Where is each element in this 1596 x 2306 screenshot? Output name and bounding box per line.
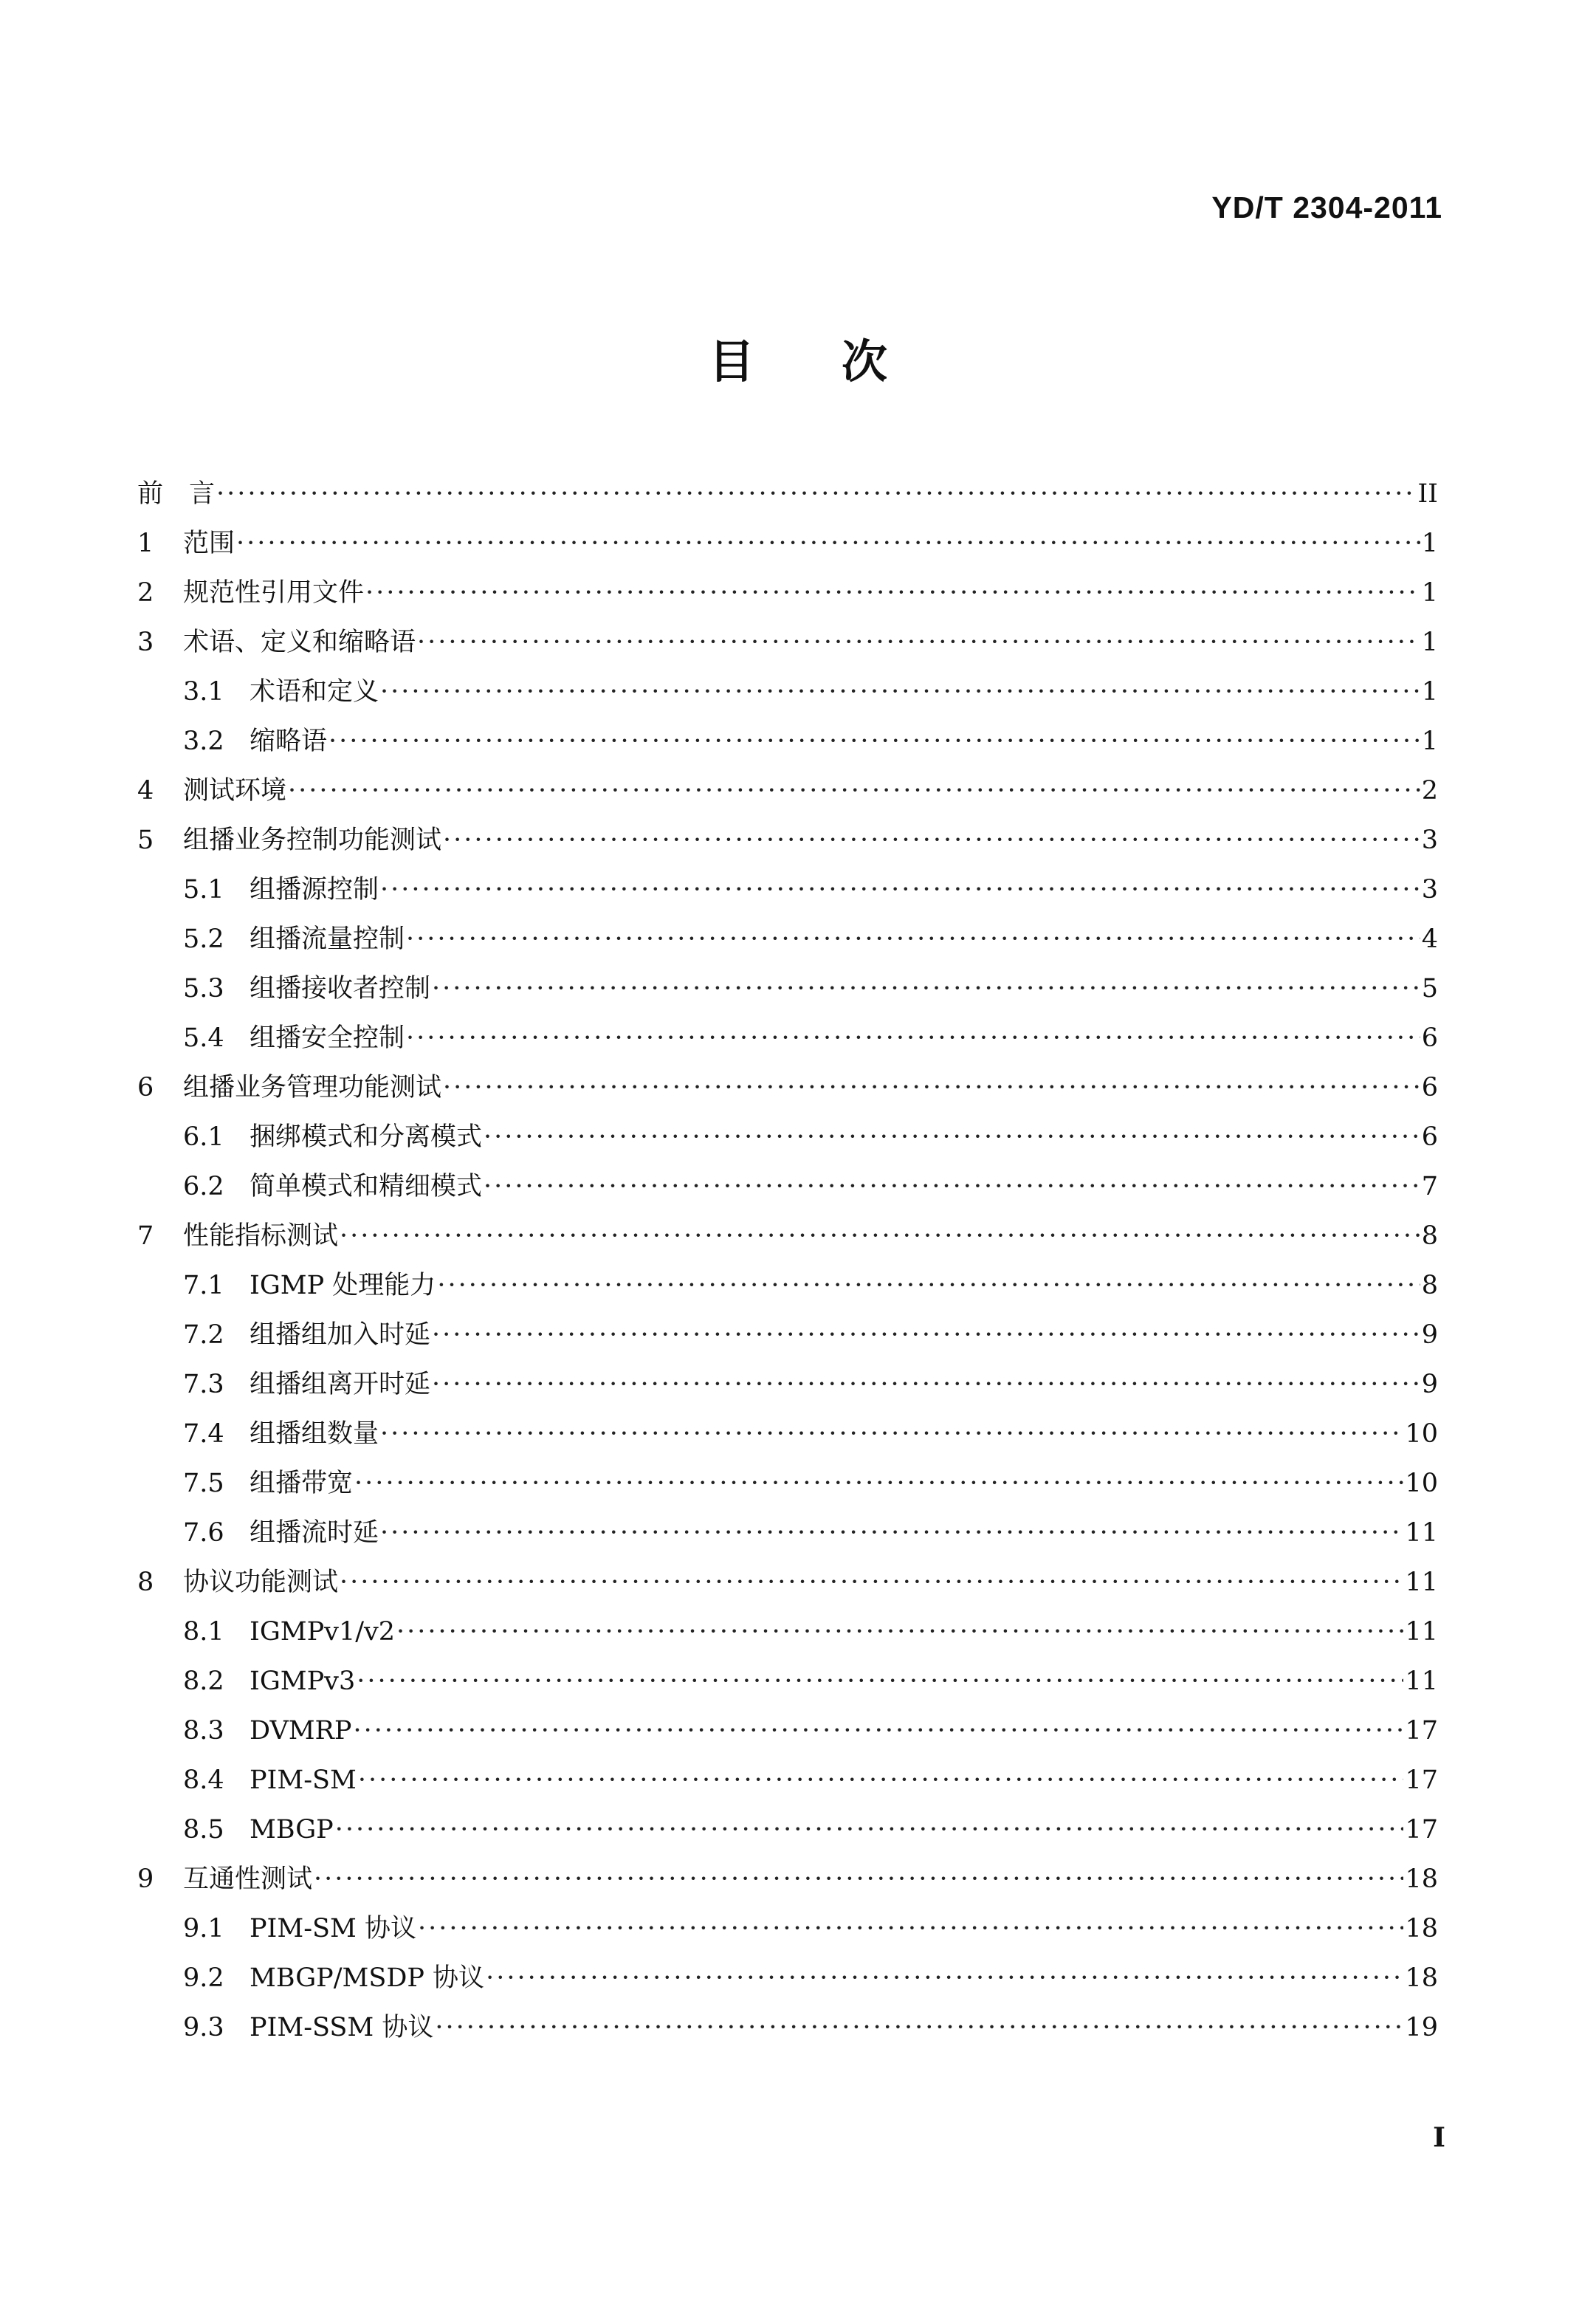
- toc-dot-leader: [335, 1805, 1404, 1855]
- toc-entry-title: 组播带宽: [250, 1469, 354, 1498]
- toc-entry-title: 规范性引用文件: [183, 578, 365, 608]
- toc-entry-page: 17: [1405, 1716, 1438, 1746]
- toc-entry-number: 5.2: [183, 924, 224, 954]
- toc-entry[interactable]: [137, 1756, 1438, 1805]
- toc-dot-leader: [432, 1311, 1420, 1360]
- toc-entry[interactable]: [137, 915, 1438, 964]
- page-number: I: [1433, 2122, 1445, 2153]
- toc-entry-title: IGMPv3: [250, 1667, 356, 1696]
- toc-entry-title: 组播流量控制: [250, 924, 405, 954]
- toc-entry-page: 3: [1421, 826, 1438, 855]
- toc-dot-leader: [418, 1904, 1403, 1954]
- toc-entry[interactable]: [137, 569, 1438, 618]
- toc-dot-leader: [236, 519, 1420, 569]
- toc-entry[interactable]: [137, 766, 1438, 816]
- toc-dot-leader: [358, 1756, 1404, 1805]
- toc-entry-title: IGMP 处理能力: [250, 1271, 436, 1300]
- table-of-contents: [137, 470, 1438, 2053]
- toc-entry[interactable]: [137, 2003, 1438, 2053]
- toc-entry-number: 8.4: [183, 1765, 224, 1795]
- toc-entry-number: 5.4: [183, 1023, 224, 1053]
- toc-dot-leader: [340, 1558, 1403, 1607]
- toc-dot-leader: [396, 1607, 1403, 1657]
- toc-entry-number: 8: [137, 1568, 154, 1597]
- toc-entry-number: 1: [137, 529, 154, 558]
- toc-entry[interactable]: [137, 1855, 1438, 1904]
- toc-entry-number: 5: [137, 826, 154, 855]
- toc-entry-page: 11: [1405, 1518, 1438, 1548]
- toc-entry-page: 1: [1421, 727, 1438, 756]
- toc-entry[interactable]: [137, 1706, 1438, 1756]
- page-title: 目次: [708, 334, 974, 388]
- toc-entry[interactable]: [137, 618, 1438, 668]
- toc-entry-number: 9.1: [183, 1914, 224, 1943]
- toc-entry[interactable]: [137, 1607, 1438, 1657]
- toc-entry-title: 简单模式和精细模式: [250, 1172, 483, 1201]
- toc-entry-number: 7.2: [183, 1320, 224, 1350]
- toc-entry-title: DVMRP: [250, 1716, 352, 1746]
- toc-entry[interactable]: [137, 1954, 1438, 2003]
- toc-entry-page: II: [1417, 479, 1438, 509]
- toc-entry-title: 捆绑模式和分离模式: [250, 1122, 483, 1152]
- toc-entry-page: 6: [1421, 1122, 1438, 1152]
- toc-dot-leader: [443, 1063, 1420, 1113]
- toc-entry-page: 18: [1405, 1864, 1438, 1894]
- toc-entry-title: 术语、定义和缩略语: [183, 628, 416, 657]
- toc-entry[interactable]: [137, 1410, 1438, 1459]
- toc-entry-number: 8.5: [183, 1815, 224, 1845]
- toc-entry-page: 9: [1421, 1320, 1438, 1350]
- toc-entry[interactable]: [137, 1311, 1438, 1360]
- toc-entry-page: 2: [1421, 776, 1438, 806]
- toc-dot-leader: [432, 1360, 1420, 1410]
- toc-dot-leader: [484, 1162, 1420, 1212]
- toc-entry-title: 组播流时延: [250, 1518, 379, 1548]
- toc-entry-page: 8: [1421, 1271, 1438, 1300]
- toc-entry[interactable]: [137, 717, 1438, 766]
- toc-entry-number: 9.3: [183, 2013, 224, 2042]
- toc-entry-page: 6: [1421, 1023, 1438, 1053]
- toc-entry[interactable]: [137, 1360, 1438, 1410]
- toc-dot-leader: [380, 1410, 1403, 1459]
- toc-entry-page: 19: [1405, 2013, 1438, 2042]
- toc-entry-title: 组播安全控制: [250, 1023, 405, 1053]
- toc-entry-page: 18: [1405, 1914, 1438, 1943]
- toc-entry[interactable]: [137, 1063, 1438, 1113]
- toc-entry-number: 7: [137, 1221, 154, 1251]
- toc-entry[interactable]: [137, 865, 1438, 915]
- toc-entry-title: 组播源控制: [250, 875, 379, 905]
- toc-entry-page: 1: [1421, 677, 1438, 707]
- toc-entry[interactable]: [137, 519, 1438, 569]
- toc-dot-leader: [380, 668, 1420, 717]
- toc-dot-leader: [406, 915, 1420, 964]
- toc-entry-title: 组播组离开时延: [250, 1370, 431, 1399]
- toc-entry-number: 7.4: [183, 1419, 224, 1449]
- toc-entry-title: 互通性测试: [183, 1864, 313, 1894]
- toc-entry-number: 6.1: [183, 1122, 224, 1152]
- toc-entry[interactable]: [137, 1558, 1438, 1607]
- toc-entry-number: 7.6: [183, 1518, 224, 1548]
- toc-entry-title: 组播业务管理功能测试: [183, 1073, 442, 1102]
- toc-dot-leader: [288, 766, 1420, 816]
- toc-entry-title: 协议功能测试: [183, 1568, 339, 1597]
- toc-entry-page: 11: [1405, 1667, 1438, 1696]
- toc-entry-number: 3.1: [183, 677, 224, 707]
- toc-entry-page: 5: [1421, 974, 1438, 1003]
- toc-dot-leader: [353, 1706, 1403, 1756]
- toc-entry-number: 8.2: [183, 1667, 224, 1696]
- toc-entry-page: 10: [1405, 1419, 1438, 1449]
- toc-entry-title: 组播组数量: [250, 1419, 379, 1449]
- toc-dot-leader: [484, 1113, 1420, 1162]
- toc-dot-leader: [406, 1014, 1420, 1063]
- toc-entry-number: 9: [137, 1864, 154, 1894]
- toc-entry-page: 1: [1421, 628, 1438, 657]
- toc-entry-number: 6.2: [183, 1172, 224, 1201]
- toc-dot-leader: [340, 1212, 1420, 1261]
- toc-dot-leader: [417, 618, 1420, 668]
- toc-entry-page: 6: [1421, 1073, 1438, 1102]
- toc-entry-title: 组播组加入时延: [250, 1320, 431, 1350]
- toc-entry-number: 5.3: [183, 974, 224, 1003]
- toc-entry-number: 8.3: [183, 1716, 224, 1746]
- toc-entry-page: 17: [1405, 1765, 1438, 1795]
- standard-number: YD/T 2304-2011: [1211, 191, 1442, 224]
- toc-entry[interactable]: [137, 470, 1438, 519]
- toc-entry[interactable]: [137, 1459, 1438, 1509]
- toc-entry-title: PIM-SM 协议: [250, 1914, 416, 1943]
- toc-entry-title: MBGP: [250, 1815, 334, 1845]
- toc-entry-page: 11: [1405, 1568, 1438, 1597]
- toc-entry-number: 2: [137, 578, 154, 608]
- toc-entry[interactable]: [137, 1904, 1438, 1954]
- toc-entry-number: 7.5: [183, 1469, 224, 1498]
- toc-entry-title: PIM-SSM 协议: [250, 2013, 434, 2042]
- toc-entry-title: MBGP/MSDP 协议: [250, 1963, 485, 1993]
- toc-entry-page: 1: [1421, 529, 1438, 558]
- toc-dot-leader: [216, 470, 1416, 519]
- toc-entry-page: 1: [1421, 578, 1438, 608]
- toc-dot-leader: [354, 1459, 1403, 1509]
- toc-dot-leader: [357, 1657, 1403, 1706]
- toc-entry-number: 7.1: [183, 1271, 224, 1300]
- toc-entry[interactable]: [137, 1509, 1438, 1558]
- toc-entry-title: 性能指标测试: [183, 1221, 339, 1251]
- toc-dot-leader: [329, 717, 1420, 766]
- toc-entry-page: 9: [1421, 1370, 1438, 1399]
- toc-dot-leader: [380, 1509, 1403, 1558]
- toc-entry-number: 4: [137, 776, 154, 806]
- toc-entry[interactable]: [137, 1805, 1438, 1855]
- toc-entry-title: 前 言: [137, 479, 216, 509]
- toc-entry-page: 17: [1405, 1815, 1438, 1845]
- toc-dot-leader: [365, 569, 1420, 618]
- toc-dot-leader: [435, 2003, 1403, 2053]
- toc-entry-number: 3: [137, 628, 154, 657]
- toc-dot-leader: [314, 1855, 1403, 1904]
- toc-dot-leader: [437, 1261, 1420, 1311]
- toc-entry-page: 3: [1421, 875, 1438, 905]
- toc-entry-number: 7.3: [183, 1370, 224, 1399]
- toc-entry[interactable]: [137, 1162, 1438, 1212]
- toc-entry-title: 测试环境: [183, 776, 287, 806]
- toc-dot-leader: [443, 816, 1420, 865]
- toc-entry-title: 范围: [183, 529, 235, 558]
- toc-entry-title: IGMPv1/v2: [250, 1617, 396, 1647]
- toc-entry-page: 10: [1405, 1469, 1438, 1498]
- toc-entry-number: 6: [137, 1073, 154, 1102]
- toc-entry-number: 8.1: [183, 1617, 224, 1647]
- toc-entry-number: 3.2: [183, 727, 224, 756]
- toc-entry[interactable]: [137, 1261, 1438, 1311]
- toc-entry-page: 18: [1405, 1963, 1438, 1993]
- toc-entry[interactable]: [137, 1113, 1438, 1162]
- toc-entry-page: 11: [1405, 1617, 1438, 1647]
- toc-entry-title: 缩略语: [250, 727, 328, 756]
- toc-dot-leader: [486, 1954, 1403, 2003]
- toc-entry[interactable]: [137, 964, 1438, 1014]
- toc-entry-number: 5.1: [183, 875, 224, 905]
- toc-entry-page: 8: [1421, 1221, 1438, 1251]
- toc-entry-title: 组播接收者控制: [250, 974, 431, 1003]
- toc-entry-title: 组播业务控制功能测试: [183, 826, 442, 855]
- toc-entry-page: 4: [1421, 924, 1438, 954]
- toc-entry-title: 术语和定义: [250, 677, 379, 707]
- toc-entry-title: PIM-SM: [250, 1765, 357, 1795]
- toc-entry[interactable]: [137, 1212, 1438, 1261]
- toc-entry[interactable]: [137, 668, 1438, 717]
- toc-entry-number: 9.2: [183, 1963, 224, 1993]
- toc-entry[interactable]: [137, 1014, 1438, 1063]
- toc-dot-leader: [380, 865, 1420, 915]
- toc-entry[interactable]: [137, 816, 1438, 865]
- toc-dot-leader: [432, 964, 1420, 1014]
- toc-entry-page: 7: [1421, 1172, 1438, 1201]
- toc-entry[interactable]: [137, 1657, 1438, 1706]
